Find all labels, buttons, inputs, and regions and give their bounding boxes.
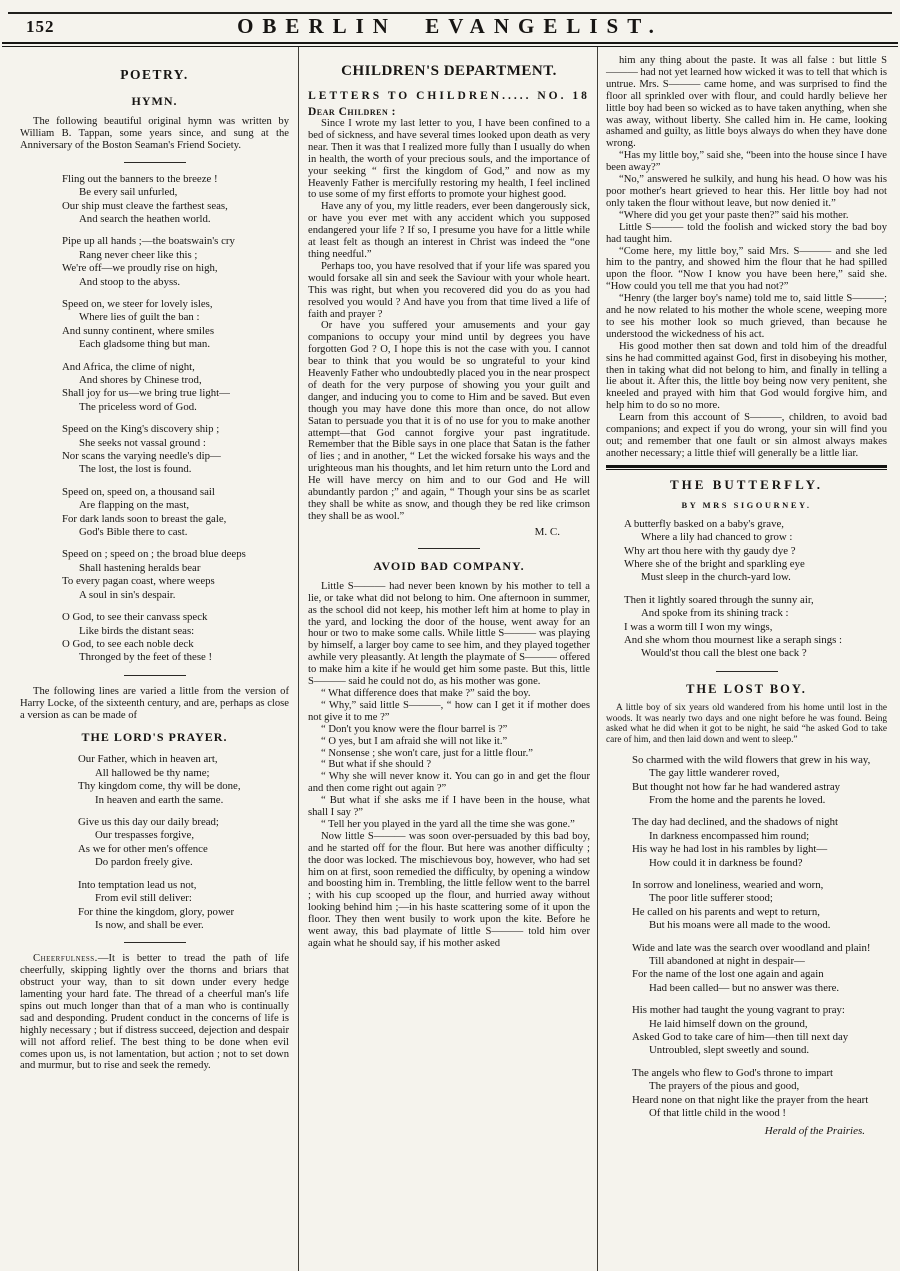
paragraph: “ But what if she asks me if I have been in the house, what shall I say ?” (308, 795, 590, 819)
butterfly-heading: THE BUTTERFLY. (669, 476, 824, 492)
poem-stanza (62, 548, 289, 602)
poem-line: As we for other men's offence (78, 842, 208, 855)
story-body (308, 581, 590, 950)
poem-line: And sunny continent, where smiles (62, 324, 215, 337)
poem-line: Where she of the bright and sparkling eye (624, 558, 805, 571)
poem-line: Of that little child in the wood ! (649, 1107, 787, 1120)
story-continuation (606, 55, 887, 460)
poem-line: She seeks not vassal ground : (79, 436, 206, 449)
poem-stanza (62, 611, 289, 665)
poem-stanza (62, 235, 289, 289)
section-divider (418, 548, 480, 549)
poem-line: Fling out the banners to the breeze ! (62, 172, 218, 185)
poem-line: Thronged by the feet of these ! (79, 651, 213, 664)
poem-line: His way he had lost in his rambles by light— (632, 843, 828, 856)
butterfly-byline: BY MRS SIGOURNEY. (681, 499, 812, 510)
poem-stanza (62, 298, 289, 352)
lost-boy-heading: THE LOST BOY. (686, 681, 807, 696)
poem-line: Then it lightly soared through the sunny air, (624, 593, 814, 606)
poem-line: And shores by Chinese trod, (79, 374, 202, 386)
poem-line: For thine the kingdom, glory, power (78, 905, 235, 918)
poem-line: Wide and late was the search over woodland and plain! (632, 941, 871, 954)
paragraph: “ Don't you know were the flour barrel is ?” (321, 723, 508, 735)
paragraph: Have any of you, my little readers, ever been dangerously sick, or have you ever met with any accident which you supposed endangered your life ? If so, I presume you have for a little while at least felt as though an interest in Christ was indeed the “one thing needful.” (308, 201, 590, 260)
column-layout (0, 47, 900, 1271)
poem-line: God's Bible there to cast. (79, 526, 188, 539)
poem-stanza (62, 423, 289, 477)
poem-line: Shall joy for us—we bring true light— (62, 387, 230, 400)
paragraph: Or have you suffered your amusements and your gay companions to occupy your mind until by degrees you have forgotten God ? O, I hope this is not the case with you. I cannot bear to think that you would be so ungrateful to your kind Heavenly Father who undoubtedly placed you in the near prospect of death for the very purpose of showing you your guilt and danger, and inducing you to come to Him and be saved. But even though you may have done this more than once, do not allow Satan to persuade you that it is of no use for you to make another attempt—that God cannot forgive your past ingratitude. Remember that the Bible says in one place that Satan is the father of lies ; and in another, “ Let the wicked forsake his ways and the urighteous man his thoughts, and let him return unto the Lord and He will have mercy on him and to our God and He will abundantly pardon ;” and again, “ Though your sins be as scarlet they shall be white as snow, and though they be red like crimson they shall be as wool.” (308, 320, 590, 522)
poem-line: In heaven and earth the same. (95, 793, 224, 806)
cheerfulness-text: —It is better to tread the path of life cheerfully, skipping lightly over the thorns and briars that obstruct your way, than to sit down under every hedge lamenting your hard fate. The thread of a cheerful man's life spins out much longer than that of a man who is continually sad and desponding. Prudent conduct in the concerns of life is highly necessary ; but if distress succeed, dejection and despair will not afford relief. The best thing to be done when evil comes upon us, is not lamentation, but action ; not to set down and murmur, but to rise and seek the remedy. (20, 953, 289, 1072)
paragraph: Little S——— told the foolish and wicked story the bad boy had taught him. (606, 221, 887, 245)
poem-line: And search the heathen world. (79, 212, 211, 225)
poem-line: Speed on, we steer for lovely isles, (62, 297, 213, 310)
poem-line: And stoop to the abyss. (79, 275, 181, 288)
paragraph: “Where did you get your paste then?” said his mother. (619, 209, 849, 221)
poem-stanza (62, 486, 289, 540)
poem-stanza (62, 361, 289, 415)
paragraph: “ O yes, but I am afraid she will not like it.” (321, 735, 508, 747)
butterfly-poem (624, 518, 887, 661)
paragraph: “ But what if she should ? (321, 759, 432, 771)
paragraph: Little S——— had never been known by his mother to tell a lie, or take what did not belong to him. One afternoon in summer, as the school did not keep, his mother left him at home to play in the yard, and locking the door of the house, went away for an hour or two to make some calls. While little S——— was playing by himself, a larger boy came to see him, and they played together awhile very pleasantly. At length the playmate of S——— offered to make him a kite if he would get him some paste. But this, little S——— said he could not do, as his mother was gone. (308, 580, 590, 688)
paragraph: “ Tell her you played in the yard all the time she was gone.” (321, 818, 575, 830)
poem-line: How could it in darkness be found? (649, 856, 803, 869)
cheerfulness-paragraph (20, 953, 289, 1072)
masthead-title: OBERLIN EVANGELIST. (237, 14, 663, 38)
poem-line: For dark lands soon to breast the gale, (62, 512, 227, 525)
poem-line: Untroubled, slept sweetly and sound. (649, 1044, 810, 1057)
paragraph: “Come here, my little boy,” said Mrs. S——— and she led him to the pantry, and showed him the flour that he had spilled upon the floor. “Now I know you have been here,” said she. “How could you tell me that you had not?” (606, 245, 887, 293)
masthead-double-rule (2, 42, 898, 47)
poem-line: And Africa, the clime of night, (62, 360, 195, 373)
poem-line: Into temptation lead us not, (78, 878, 197, 891)
poem-line: Do pardon freely give. (95, 856, 193, 869)
paragraph: “Henry (the larger boy's name) told me to, said little S———; and he now related to his mother the whole scene, weeping more to see his mother look so much grieved, than because he understood the wickedness of his act. (606, 293, 887, 340)
poem-line: From the home and the parents he loved. (649, 793, 826, 806)
poem-stanza (62, 173, 289, 227)
paragraph: “ Why she will never know it. You can go in and get the flour and then come right out again ?” (308, 771, 590, 795)
poem-line: Like birds the distant seas: (79, 624, 195, 637)
poem-line: So charmed with the wild flowers that grew in his way, (632, 753, 871, 766)
poem-line: But thought not how far he had wandered astray (632, 780, 841, 793)
poem-line: Where a lily had chanced to grow : (641, 531, 793, 544)
section-divider (124, 942, 186, 943)
letters-to-children-heading: LETTERS TO CHILDREN..... NO. 18 (308, 90, 590, 102)
poem-line: O God, to see their canvass speck (62, 611, 208, 624)
poem-line: Speed on the King's discovery ship ; (62, 423, 220, 436)
poem-line: O God, to see each noble deck (62, 637, 194, 650)
poem-stanza (78, 816, 289, 870)
poem-line: The angels who flew to God's throne to impart (632, 1066, 834, 1079)
column-middle (298, 47, 598, 1271)
hymn-intro-paragraph: The following beautiful original hymn was written by William B. Tappan, some years since, and sung at the Anniversary of the Boston Seaman's Friend Society. (20, 116, 289, 151)
poem-line: He laid himself down on the ground, (649, 1017, 808, 1030)
paragraph: “ Nonsense ; she won't care, just for a little flour.” (321, 747, 533, 759)
poem-line: Heard none on that night like the prayer from the heart (632, 1093, 869, 1106)
poem-line: Our Father, which in heaven art, (78, 753, 218, 766)
heavy-section-rule (606, 465, 887, 470)
poem-line: A soul in sin's despair. (79, 588, 176, 601)
poem-line: He called on his parents and wept to return, (632, 905, 820, 918)
poem-line: The day had declined, and the shadows of night (632, 816, 838, 829)
letter-body (308, 118, 590, 523)
poem-stanza (632, 754, 887, 808)
letter-signature: M. C. (534, 525, 560, 538)
poem-stanza (632, 942, 887, 996)
paragraph: “No,” answered he sulkily, and hung his head. O how was his poor mother's heart grieved to hear this. Her little boy had not only taken the flour without leave, but now denied it.” (606, 174, 887, 209)
paragraph: Learn from this account of S———, children, to avoid bad companions; and expect if you do wrong, your sin will find you out; and remember that one fault or sin almost always makes another necessary; a little thief will generally be a little liar. (606, 412, 887, 459)
section-divider (124, 162, 186, 163)
column-right (598, 47, 900, 1271)
cheerfulness-lead: Cheerfulness. (33, 953, 98, 965)
poem-line: Is now, and shall be ever. (95, 918, 204, 931)
poem-line: A butterfly basked on a baby's grave, (624, 517, 784, 530)
paragraph: him any thing about the paste. It was all false : but little S——— had not yet learned how wicked it was to tell that which is untrue. Mrs. S——— came home, and was surprised to find the floor all sprinkled over with flour, and could hardly believe her little boy had been so wicked as to have taken anything, when she was away, without liberty. She called him in. He came, looking ashamed and guilty, as little boys always do when they have done wrong. (606, 55, 887, 150)
lords-prayer-heading: THE LORD'S PRAYER. (81, 730, 228, 745)
hymn-heading: HYMN. (131, 94, 178, 108)
poem-line: In sorrow and loneliness, wearied and worn, (632, 878, 824, 891)
paragraph: “Has my little boy,” said she, “been into the house since I have been away?” (606, 150, 887, 174)
poem-line: The lost, the lost is found. (79, 463, 192, 476)
paragraph: “ What difference does that make ?” said the boy. (321, 687, 531, 699)
section-divider (124, 675, 186, 676)
poem-line: And she whom thou mournest like a seraph sings : (624, 634, 843, 647)
poem-line: Speed on, speed on, a thousand sail (62, 485, 215, 498)
poem-line: We're off—we proudly rise on high, (62, 262, 218, 275)
lords-prayer-intro-paragraph: The following lines are varied a little from the version of Harry Locke, of the sixteenth century, and are, perhaps as close a version as can be made of (20, 685, 289, 721)
poem-line: Give us this day our daily bread; (78, 816, 219, 829)
poem-line: Must sleep in the church-yard low. (641, 571, 791, 584)
poem-line: The gay little wanderer roved, (649, 767, 780, 780)
paragraph: His good mother then sat down and told him of the dreadful sins he had committed against God, first in disobeying his mother, then in taking what did not belong to him, and finally in telling a lie about it. After this, the little boy being now very penitent, she kneeled and prayed with him that God would forgive him, and help him to do so no more. (606, 340, 887, 412)
column-left (0, 47, 298, 1271)
poem-line: Shall hastening heralds bear (79, 561, 201, 574)
poem-stanza (78, 753, 289, 807)
hymn-poem (62, 173, 289, 665)
paragraph: Since I wrote my last letter to you, I have been confined to a bed of sickness, and have several times looked upon death as very near. Then it was that I realized more fully than I usually do when in health, the worth of your precious souls, and the importance of your seeking “ first the kingdom of God,” and now as my Heavenly Father is mercifully restoring my health, I feel inclined to use some of my first efforts to promote your highest good. (308, 118, 590, 201)
poem-stanza (624, 594, 887, 661)
poem-line: From evil still deliver: (95, 892, 192, 905)
poem-line: Are flapping on the mast, (79, 499, 190, 512)
poem-line: In darkness encompassed him round; (649, 829, 810, 842)
poem-line: But his moans were all made to the wood. (649, 919, 831, 932)
section-divider (716, 671, 778, 672)
paragraph: “ Why,” said little S———, “ how can I get it if mother does not give it to me ?” (308, 699, 590, 723)
lost-boy-intro-paragraph: A little boy of six years old wandered from his home until lost in the woods. It was nearly two days and one night before he was found. Being asked what he did when it got to be night, he said “he asked God to take care of him, and then laid down and went to sleep.” (606, 702, 887, 745)
poem-line: Our trespasses forgive, (95, 829, 195, 842)
poem-line: Each gladsome thing but man. (79, 338, 211, 351)
poem-stanza (632, 879, 887, 933)
poem-line: I was a worm till I won my wings, (624, 620, 773, 633)
poem-line: Nor scans the varying needle's dip— (62, 450, 221, 463)
paragraph: Now little S——— was soon over-persuaded by this bad boy, and he started off for the flour. But here was another difficulty ; the door was locked. The mischievous boy, however, who had set him on at first, soon remedied the difficulty, by opening a window and boosting him in. Trembling, the little fellow went to the barrel ; with his cup scooped up the flour, and hurried away without looking behind him ;—in his haste scattering some of it upon the floor. They then went busily to work upon the kite. Before he went away, this bad playmate of little S——— told him over again what he should say, if his mother asked (308, 830, 590, 949)
poem-line: Pipe up all hands ;—the boatswain's cry (62, 235, 235, 248)
poem-line: Our ship must cleave the farthest seas, (62, 199, 228, 212)
poem-line: For the name of the lost one again and again (632, 968, 824, 981)
lords-prayer-poem (78, 753, 289, 932)
poem-line: The poor litle sufferer stood; (649, 892, 773, 905)
page-number: 152 (26, 17, 55, 36)
avoid-bad-company-heading: AVOID BAD COMPANY. (373, 558, 525, 573)
lost-boy-poem (632, 754, 887, 1121)
poem-line: Had been called— but no answer was there. (649, 981, 840, 994)
poem-line: Where lies of guilt the ban : (79, 311, 200, 324)
poem-line: His mother had taught the young vagrant to pray: (632, 1004, 845, 1017)
poem-line: Thy kingdom come, thy will be done, (78, 780, 241, 793)
attribution: Herald of the Prairies. (764, 1125, 865, 1138)
poem-line: Speed on ; speed on ; the broad blue deeps (62, 548, 246, 561)
masthead (0, 0, 900, 47)
poem-line: Would'st thou call the blest one back ? (641, 647, 807, 660)
childrens-department-heading: CHILDREN'S DEPARTMENT. (341, 63, 557, 79)
poem-line: The priceless word of God. (79, 400, 197, 413)
poem-stanza (632, 816, 887, 870)
poem-stanza (632, 1004, 887, 1058)
poem-line: Be every sail unfurled, (79, 186, 178, 199)
poem-line: Till abandoned at night in despair— (649, 954, 805, 967)
poetry-heading: POETRY. (120, 67, 189, 82)
paragraph: Perhaps too, you have resolved that if your life was spared you would forsake all sin and seek the Saviour with your whole heart. This was right, but when you recovered did you do as you had resolved you would ? And have you from that time lived a life of faith and prayer ? (308, 260, 590, 320)
poem-line: All hallowed be thy name; (95, 766, 210, 779)
poem-line: And spoke from its shining track : (641, 607, 789, 620)
poem-line: The prayers of the pious and good, (649, 1080, 800, 1093)
poem-line: Why art thou here with thy gaudy dye ? (624, 544, 796, 557)
poem-line: Rang never cheer like this ; (79, 248, 198, 261)
poem-line: To every pagan coast, where weeps (62, 575, 215, 588)
salutation: Dear Children : (308, 106, 396, 118)
poem-stanza (632, 1067, 887, 1121)
poem-stanza (78, 879, 289, 933)
poem-line: Asked God to take care of him—then till next day (632, 1031, 849, 1043)
poem-stanza (624, 518, 887, 585)
